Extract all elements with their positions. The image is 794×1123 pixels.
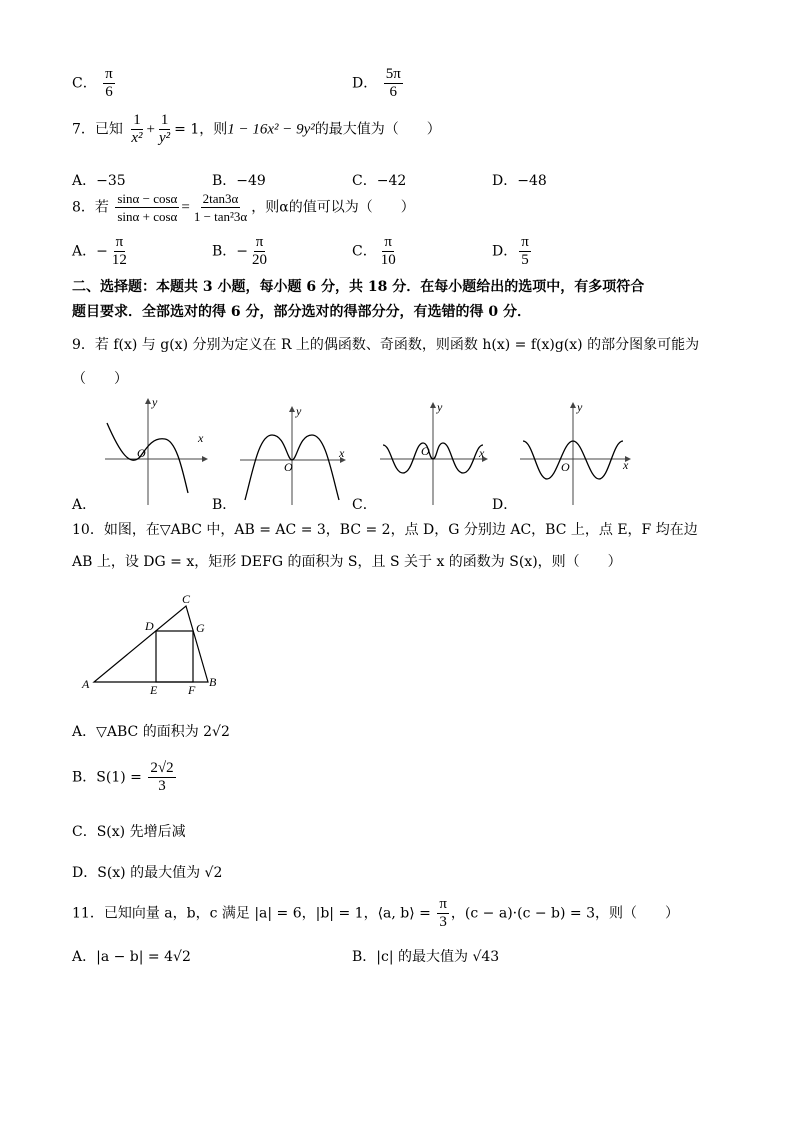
q7-option-d: D．−48 [492, 173, 547, 189]
q6-option-d: D． $\frac{5\pi}{6}$ [352, 66, 401, 100]
fraction: $\frac{\pi}{5}$ [521, 234, 529, 268]
section-heading-line1: 二、选择题：本题共 3 小题，每小题 6 分，共 18 分．在每小题给出的选项中，有多项符合 [72, 279, 645, 295]
q10-option-d: D．S(x) 的最大值为 √2 [72, 865, 223, 881]
x-label: x [339, 446, 345, 460]
graph-a [105, 395, 207, 505]
question-10-stem-line2: AB 上，设 DG = x，矩形 DEFG 的面积为 S，且 S 关于 x 的函数为 S(x)，则（ ） [72, 554, 622, 570]
q9-graphs [95, 395, 635, 510]
q7-option-a: A．−35 [72, 173, 126, 189]
q11-option-a: A．|a − b| = 4√2 [72, 949, 191, 965]
y-label: y [296, 404, 302, 418]
x-label: x [479, 446, 485, 460]
x-label: x [623, 458, 629, 472]
fraction: $\frac{2√2}{3}$ [150, 760, 174, 794]
q8-option-d: D． $\frac{\pi}{5}$ [492, 234, 529, 268]
question-8-stem: 8．若 $\frac{\sin\alpha - \cos\alpha}{\sin\alpha + \cos\alpha}$ = $\frac{2\tan 3\alpha}{\text{1 − tan²3α}}$ ，则α的值可以为（ ） [72, 191, 415, 224]
q10-option-c: C．S(x) 先增后减 [72, 824, 186, 840]
question-10-stem-line1: 10．如图，在▽ABC 中，AB = AC = 3，BC = 2，点 D，G 分别边 AC，BC 上，点 E，F 均在边 [72, 522, 698, 538]
label-f: F [188, 683, 196, 697]
q10-option-a: A．▽ABC 的面积为 2√2 [72, 724, 230, 740]
origin-label: O [137, 446, 146, 460]
graph-b [240, 404, 345, 505]
q8-option-b: B．− $\frac{\pi}{20}$ [212, 234, 268, 268]
label-g: G [196, 621, 205, 635]
q9-option-a: A． [72, 497, 97, 513]
origin-label: O [561, 460, 570, 474]
y-label: y [152, 395, 158, 409]
fraction: $\frac{\pi}{12}$ [111, 234, 127, 268]
label-c: C [182, 592, 191, 606]
fraction: $\frac{\sin\alpha - \cos\alpha}{\sin\alpha + \cos\alpha}$ [117, 191, 178, 224]
question-7-stem: 7．已知 $\frac{1}{\text{x²}}$ + $\frac{1}{\text{y²}}$ = 1，则1 − 16x² − 9y²的最大值为（ ） [72, 112, 441, 146]
label-d: D [145, 619, 154, 633]
q6-option-c: C． $\frac{\pi}{6}$ [72, 66, 113, 100]
label-b: B [209, 675, 217, 689]
q10-option-b: B．S(1) = $\frac{2√2}{3}$ [72, 760, 174, 794]
fraction: $\frac{\pi}{3}$ [439, 896, 447, 930]
q10-triangle-figure [78, 592, 218, 697]
origin-label: O [284, 460, 293, 474]
triangle-abc [94, 606, 208, 682]
label-e: E [150, 683, 158, 697]
graph-c [380, 400, 487, 505]
q8-option-a: A．− $\frac{\pi}{12}$ [72, 234, 127, 268]
label-a: A [82, 677, 90, 691]
origin-label: O [421, 444, 430, 458]
fraction: $\frac{1}{\text{y²}}$ [159, 112, 171, 146]
fraction: $\frac{1}{\text{x²}}$ [131, 112, 143, 146]
fraction: $\frac{\pi}{20}$ [252, 234, 268, 268]
x-label: x [198, 431, 204, 445]
y-label: y [437, 400, 443, 414]
fraction: $\frac{\pi}{10}$ [380, 234, 396, 268]
fraction: $\frac{\pi}{6}$ [105, 66, 113, 100]
fraction: $\frac{5\pi}{6}$ [385, 66, 401, 100]
rectangle-defg [156, 631, 193, 682]
question-9-answer-paren: （ ） [72, 371, 128, 387]
q9-option-c: C． [352, 497, 377, 513]
graph-d [520, 400, 630, 505]
question-9-stem: 9．若 f(x) 与 g(x) 分别为定义在 R 上的偶函数、奇函数，则函数 h(x) = f(x)g(x) 的部分图象可能为 [72, 337, 700, 353]
q9-option-b: B． [212, 497, 237, 513]
fraction: $\frac{2\tan 3\alpha}{\text{1 − tan²3α}}$ [193, 191, 248, 224]
q8-option-c: C． $\frac{\pi}{10}$ [352, 234, 396, 268]
q11-option-b: B．|c| 的最大值为 √43 [352, 949, 500, 965]
section-heading-line2: 题目要求．全部选对的得 6 分，部分选对的得部分分，有选错的得 0 分． [72, 304, 531, 320]
question-11-stem: 11．已知向量 a，b，c 满足 |a| = 6，|b| = 1，⟨a, b⟩ = $\frac{\pi}{3}$ ，(c − a)·(c − b) = 3，则（ ） [72, 896, 680, 930]
q7-option-c: C．−42 [352, 173, 407, 189]
q7-option-b: B．−49 [212, 173, 266, 189]
y-label: y [577, 400, 583, 414]
q9-option-d: D． [492, 497, 518, 513]
